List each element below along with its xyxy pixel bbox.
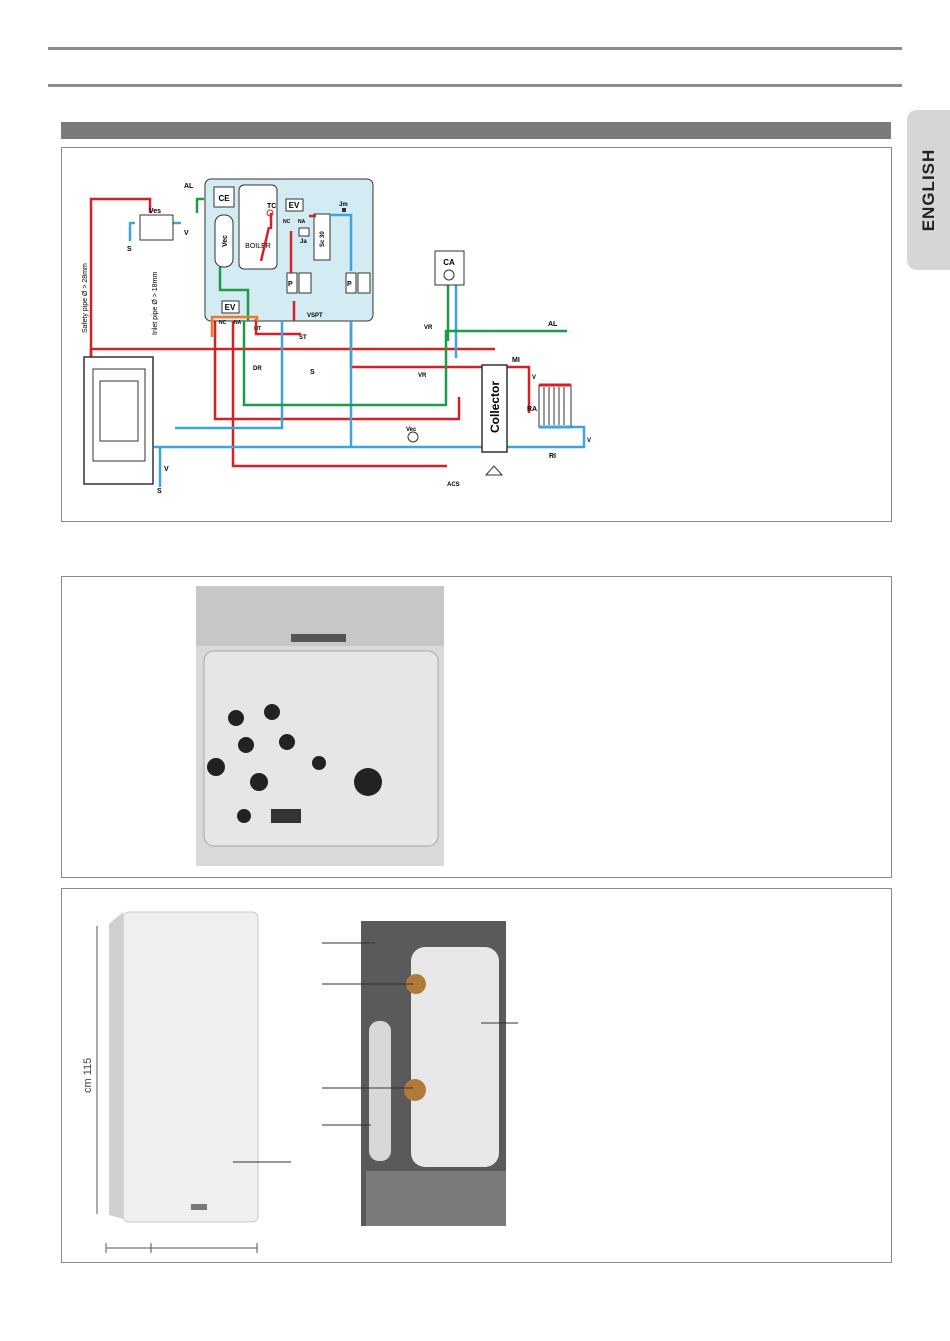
nc-low-label: NC (219, 320, 227, 326)
boiler-label: BOILER (245, 243, 271, 250)
header-rule-bottom (48, 84, 902, 87)
ev-top-label: EV (288, 201, 300, 210)
height-dimension-label: cm 115 (82, 1057, 94, 1093)
pump-left-label: P (288, 281, 293, 288)
s-low-label: S (157, 488, 162, 495)
language-tab[interactable] (907, 110, 950, 270)
st-label: ST (299, 335, 307, 341)
vr-upper-label: VR (424, 325, 433, 331)
unit-closed-side (109, 912, 123, 1219)
pump-right-fins (358, 273, 370, 293)
lower-pump (404, 1079, 426, 1101)
v-low-label: V (164, 466, 169, 473)
unit-photos (62, 889, 891, 1262)
sc30-label: Sc 30 (320, 231, 326, 247)
ca-pump-icon (444, 270, 454, 280)
safety-pipe-label: Safety pipe Ø > 28mm (82, 263, 89, 333)
vr-lower-label: VR (418, 373, 427, 379)
dr-label: DR (253, 366, 262, 372)
collector-label: Collector (488, 380, 502, 433)
ves-box (140, 215, 173, 240)
nc-label: NC (283, 219, 291, 225)
pump-left-fins (299, 273, 311, 293)
ves-label: Ves (149, 208, 162, 215)
pump-right-label: P (347, 281, 352, 288)
vspt-label: VSPT (307, 313, 323, 319)
radiator (539, 385, 571, 427)
mt-label: MT (254, 326, 262, 332)
ground-symbol (486, 466, 502, 475)
na-low-label: NA (234, 320, 242, 326)
top-view-panel (61, 576, 892, 878)
v-top-label: V (184, 230, 189, 237)
top-view-photo (62, 577, 891, 877)
unit-closed-front (123, 912, 258, 1222)
unit-open-cylinder (369, 1021, 391, 1161)
s-mid-label: S (310, 369, 315, 376)
al-top-label: AL (184, 183, 194, 190)
language-tab-label: ENGLISH (918, 148, 938, 232)
ri-label: RI (549, 453, 556, 460)
na-label: NA (298, 219, 306, 225)
acs-label: ACS (447, 482, 460, 488)
hydraulic-diagram (62, 148, 891, 521)
tc-label: TC (267, 203, 277, 210)
ra-label: RA (527, 406, 538, 413)
vec-tank-label: Vec (222, 234, 229, 247)
v-ra-label: V (532, 375, 537, 381)
ja-box (299, 228, 309, 236)
ev-low-label: EV (224, 303, 236, 312)
vec-gauge (408, 432, 418, 442)
unit-panel (61, 888, 892, 1263)
ca-label: CA (443, 258, 455, 267)
ja-label: Ja (300, 239, 307, 245)
ce-label: CE (218, 194, 230, 203)
al-right-label: AL (548, 321, 558, 328)
mi-label: MI (512, 357, 520, 364)
hydraulic-diagram-panel (61, 147, 892, 522)
jm-marker (342, 208, 346, 212)
jm-label: Jm (339, 202, 348, 208)
v-ri-label: V (587, 438, 592, 444)
vec-gauge-label: Vec (406, 427, 417, 433)
s-top-label: S (127, 246, 132, 253)
stove-window (100, 381, 138, 441)
unit-open-base (366, 1171, 506, 1226)
header-rule-top (48, 47, 902, 50)
inlet-pipe-label: Inlet pipe Ø > 18mm (152, 271, 159, 335)
section-header-bar (61, 122, 891, 139)
unit-closed-badge (191, 1204, 207, 1210)
